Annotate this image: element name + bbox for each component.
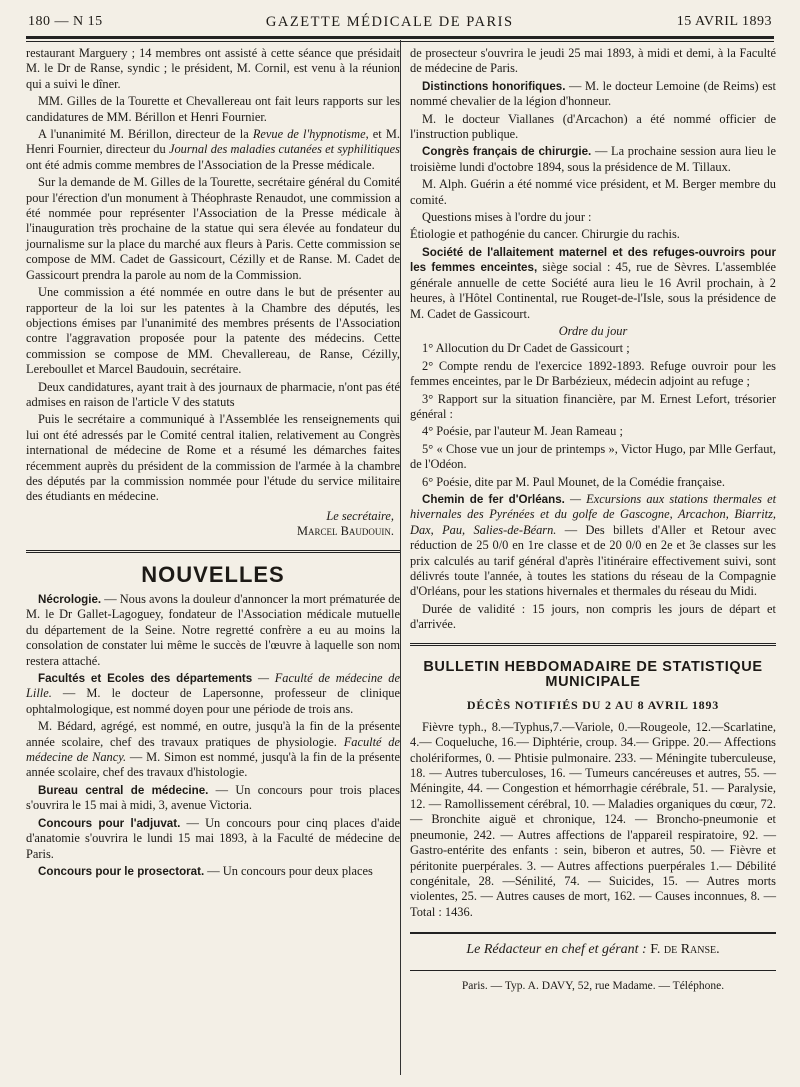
news-item: Bureau central de médecine. — Un concours pour trois places s'ouvrira le 15 mai à midi, 3, avenue Victoria.	[26, 782, 400, 813]
paragraph: restaurant Marguery ; 14 membres ont assisté à cette séance que présidait M. le Dr de Ranse, syndic ; le président, M. Cornil, est venu à la réunion qui a suivi le dîner.	[26, 46, 400, 91]
paragraph: MM. Gilles de la Tourette et Chevallereau ont fait leurs rapports sur les candidatures de MM. Bérillon et Henri Fournier.	[26, 94, 400, 124]
agenda-item: 4° Poésie, par l'auteur M. Jean Rameau ;	[422, 424, 623, 439]
agenda-heading: Ordre du jour	[558, 323, 628, 338]
news-item: Nécrologie. — Nous avons la douleur d'annoncer la mort prématurée de M. le Dr Gallet-Lagoguey, fondateur de l'Association médicale mutuelle du département de la Seine. Notre regretté confrère a eu au moins la consolation de constater lui même le succès de l'œuvre à laquelle son nom restera attaché.	[26, 592, 400, 668]
printer-imprint: Paris. — Typ. A. DAVY, 52, rue Madame. — Téléphone.	[410, 970, 776, 994]
signature-role: Le secrétaire,	[326, 508, 394, 523]
news-item: Facultés et Ecoles des départements — Faculté de médecine de Lille. — M. le docteur de Lapersonne, professeur de clinique ophtalmologique, est nommé doyen pour une période de trois ans.	[26, 671, 400, 716]
paragraph: Puis le secrétaire a communiqué à l'Assemblée les renseignements qui lui ont été adressés par le Comité central italien, relativement au Congrès international de médecine de Rome et a résumé les démarches faites récemment auprès du président de la commission de l'armée à la chambre des députés par la commission nommée pour l'étude du service militaire des étudiants en médecine.	[26, 412, 400, 504]
news-item: Chemin de fer d'Orléans. — Excursions aux stations thermales et hivernales des Pyrénées et du golfe de Gascogne, Arcachon, Biarritz, Dax, Pau, Salies-de-Béarn. — Des billets d'Aller et Retour avec réduction de 25 0/0 en 1re classe et de 20 0/0 en 2e et 3e classes sur les prix calculés au tarif général d'après l'itinéraire effectivement suivi, sont délivrés toute l'année, à toutes les stations du réseau de la Compagnie d'Orléans, pour les stations hivernales et thermales du réseau du Midi.	[410, 491, 777, 599]
paragraph: M. le docteur Viallanes (d'Arcachon) a été nommé officier de l'instruction publique.	[410, 111, 776, 142]
column-divider	[400, 40, 401, 1075]
paragraph: M. Alph. Guérin a été nommé vice président, et M. Berger membre du comité.	[410, 177, 776, 207]
left-column	[26, 46, 400, 881]
editor-line: Le Rédacteur en chef et gérant : F. de Ranse.	[410, 932, 776, 957]
issue-date: 15 AVRIL 1893	[676, 14, 772, 29]
paragraph: A l'unanimité M. Bérillon, directeur de la Revue de l'hypnotisme, et M. Henri Fournier, directeur du Journal des maladies cutanées et syphilitiques ont été admis comme membres de l'Association de la Presse médicale.	[26, 127, 400, 172]
agenda-item: 1° Allocution du Dr Cadet de Gassicourt ;	[422, 341, 630, 356]
news-item: Concours pour le prosectorat. — Un concours pour deux places	[38, 863, 373, 878]
bulletin-title: BULLETIN HEBDOMADAIRE DE STATISTIQUE MUNICIPALE	[423, 658, 763, 691]
paragraph: Une commission a été nommée en outre dans le but de présenter au rapporteur de la loi sur les patentes à la Chambre des députés, les objections émises par l'unanimité des membres présents de l'Association contre l'aggravation proposée pour la patente des médecins. Cette commission se compose de MM. Chevallereau, de Ranse, Cézilly, Lereboullet et Marcel Baudouin, secrétaire.	[26, 285, 400, 377]
bulletin-section	[410, 643, 776, 921]
paragraph: Questions mises à l'ordre du jour :	[422, 210, 592, 225]
agenda-item: 6° Poésie, dite par M. Paul Mounet, de la Comédie française.	[422, 474, 725, 489]
page-number: 180 — N 15	[28, 14, 103, 29]
paragraph: Sur la demande de M. Gilles de la Tourette, secrétaire général du Comité pour l'érection d'un monument à Théophraste Renaudot, une commission a été nommée pour représenter l'Association de la Presse médicale à l'inauguration très prochaine de la statue qui sera élevée au fondateur du journalisme sur la place du marché aux fleurs à Paris. Cette commission se compose de MM. Cadet de Gassicourt, Cézilly et de Ranse. M. Cadet de Gassicourt prendra la parole au nom de la Commission.	[26, 175, 400, 282]
agenda-item: 2° Compte rendu de l'exercice 1892-1893. Refuge ouvroir pour les femmes enceintes, par le Dr Barbézieux, médecin adjoint au refuge ;	[410, 358, 776, 389]
news-item: Distinctions honorifiques. — M. le docteur Lemoine (de Reims) est nommé chevalier de la légion d'honneur.	[410, 78, 776, 109]
journal-title: GAZETTE MÉDICALE DE PARIS	[265, 13, 514, 30]
paragraph: Étiologie et pathogénie du cancer. Chirurgie du rachis.	[410, 227, 680, 242]
paragraph: Deux candidatures, ayant trait à des journaux de pharmacie, n'ont pas été admises en raison de l'article V des statuts	[26, 379, 400, 409]
statistics-text: Fièvre typh., 8.—Typhus,7.—Variole, 0.—Rougeole, 12.—Scarlatine, 4.— Coqueluche, 16.— Diphtérie, croup. 34.— Grippe. 20.— Affections cholériformes, 0. — Phtisie pulmonaire. 233. — Méningite tuberculeuse, 18. — Autres tuberculoses, 16. — Tumeurs cancéreuses et autres, 55. — Méningite, 44. — Congestion et hémorrhagie cérébrale, 51. — Paralysie, 12. — Ramollissement cérébral, 10. — Maladies organiques du cœur, 72. — Bronchite aiguë et chronique, 124. — Broncho-pneumonie et pneumonie, 242. — Autres affections de l'appareil respiratoire, 92. — Gastro-entérite des enfants : sein, biberon et autres, 50. — Fièvre et péritonite puerpérales. 3. — Autres affections puerpérales 1.— Débilité congénitale, 28. —Sénilité, 74. — Suicides, 15. — Autres morts violentes, 25. — Autres causes de mort, 162. — Causes inconnues, 8. — Total : 1436.	[410, 719, 776, 919]
right-column	[410, 46, 776, 994]
agenda-item: 3° Rapport sur la situation financière, par M. Ernest Lefort, trésorier général :	[410, 391, 776, 421]
nouvelles-section	[26, 550, 400, 880]
news-item: Concours pour l'adjuvat. — Un concours pour cinq places d'aide d'anatomie s'ouvrira le lundi 15 mai 1893, à la Faculté de médecine de Paris.	[26, 815, 400, 861]
signature-name: Marcel Baudouin.	[297, 524, 394, 539]
section-title: NOUVELLES	[141, 561, 285, 587]
news-item: M. Bédard, agrégé, est nommé, en outre, jusqu'à la fin de la présente année scolaire, chef des travaux pratiques de physiologie. Faculté de médecine de Nancy. — M. Simon est nommé, jusqu'à la fin de la présente année scolaire, chef des travaux d'histologie.	[26, 719, 400, 780]
news-item: Société de l'allaitement maternel et des refuges-ouvroirs pour les femmes enceintes, siège social : 45, rue de Sèvres. L'assemblée générale annuelle de cette Société aura lieu le 16 Avril prochain, à 2 heures, à l'Hôtel Continental, rue Rouget-de-l'Isle, sous la présidence de M. Cadet de Gassicourt.	[410, 245, 776, 321]
bulletin-subtitle: DÉCÈS NOTIFIÉS DU 2 AU 8 AVRIL 1893	[466, 698, 720, 713]
news-item: Congrès français de chirurgie. — La prochaine session aura lieu le troisième lundi d'octobre 1894, sous la présidence de M. Tillaux.	[410, 144, 777, 174]
paragraph: de prosecteur s'ouvrira le jeudi 25 mai 1893, à midi et demi, à la Faculté de médecine de Paris.	[410, 46, 776, 76]
agenda-item: 5° « Chose vue un jour de printemps », Victor Hugo, par Mlle Gerfaut, de l'Odéon.	[410, 441, 776, 472]
paragraph: Durée de validité : 15 jours, non compris les jours de départ et d'arrivée.	[410, 601, 776, 632]
page-header	[28, 10, 772, 34]
